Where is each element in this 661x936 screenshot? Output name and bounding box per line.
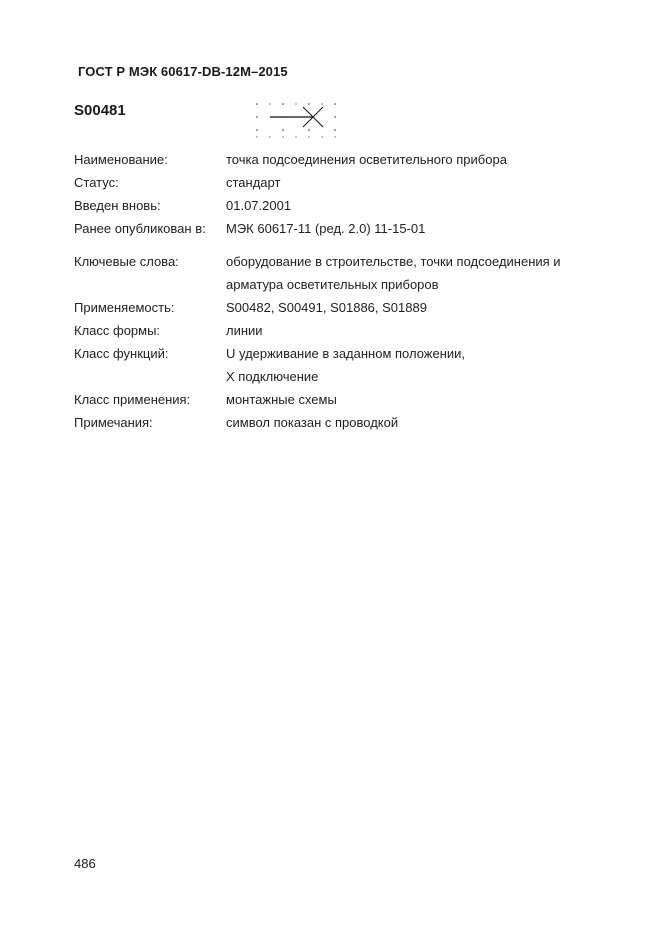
property-value: линии [226, 323, 263, 338]
standard-title: ГОСТ Р МЭК 60617-DB-12M–2015 [78, 64, 288, 79]
property-value: 01.07.2001 [226, 198, 292, 213]
section-gap [74, 240, 614, 250]
property-status [74, 171, 614, 194]
property-previously-published [74, 217, 614, 240]
property-label: Статус: [74, 175, 119, 190]
property-label: Наименование: [74, 152, 168, 167]
property-value: символ показан с проводкой [226, 415, 399, 430]
property-value-line: U удерживание в заданном положении, [226, 346, 466, 361]
property-value: МЭК 60617-11 (ред. 2.0) 11-15-01 [226, 221, 426, 236]
property-label: Применяемость: [74, 300, 175, 315]
property-value-line: X подключение [226, 369, 319, 384]
property-value: стандарт [226, 175, 281, 190]
property-label: Класс формы: [74, 323, 161, 338]
property-value [226, 250, 614, 296]
property-value: точка подсоединения осветительного прибора [226, 152, 507, 167]
property-keywords [74, 250, 614, 296]
symbol-code: S00481 [74, 102, 126, 119]
property-value-line: арматура осветительных приборов [226, 277, 439, 292]
property-application-class [74, 388, 614, 411]
property-label: Введен вновь: [74, 198, 161, 213]
property-function-class [74, 342, 614, 388]
property-shape-class [74, 319, 614, 342]
property-value [226, 342, 614, 388]
property-label: Ключевые слова: [74, 254, 179, 269]
property-name [74, 148, 614, 171]
property-label: Класс применения: [74, 392, 191, 407]
light-fitting-connection-point-icon [250, 97, 342, 143]
property-label: Класс функций: [74, 346, 169, 361]
symbol-properties [74, 148, 614, 434]
property-value: монтажные схемы [226, 392, 337, 407]
property-value-line: оборудование в строительстве, точки подсоединения и [226, 254, 561, 269]
page-number: 486 [74, 856, 96, 871]
property-value: S00482, S00491, S01886, S01889 [226, 300, 427, 315]
property-notes [74, 411, 614, 434]
property-introduced [74, 194, 614, 217]
property-applicability [74, 296, 614, 319]
property-label: Ранее опубликован в: [74, 221, 206, 236]
property-label: Примечания: [74, 415, 153, 430]
